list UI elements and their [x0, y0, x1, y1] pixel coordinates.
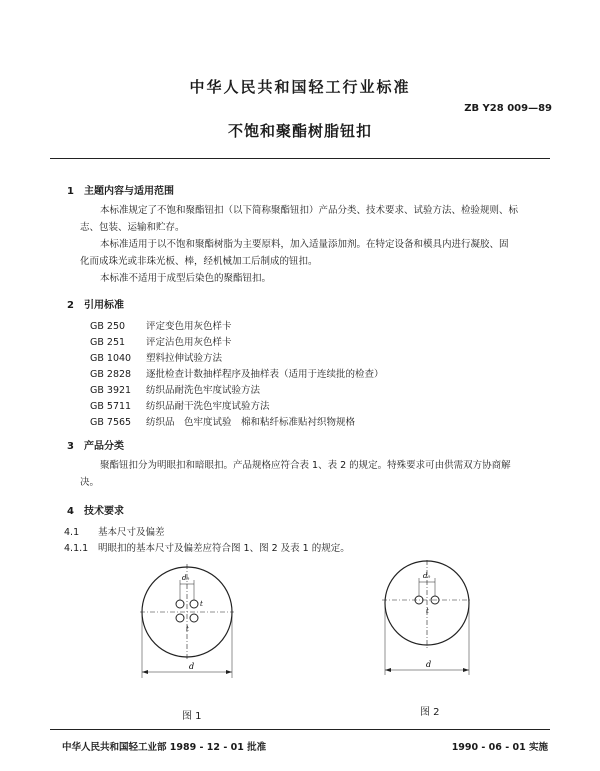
reference-title: 纺织品耐洗色牢度试验方法 — [146, 385, 261, 396]
reference-title: 纺织品 色牢度试验 棉和粘纤标准贴衬织物规格 — [146, 417, 356, 428]
document-title: 不饱和聚酯树脂钮扣 — [227, 122, 372, 140]
label-d: d — [426, 660, 432, 669]
reference-item — [90, 398, 270, 412]
label-t: t — [426, 607, 429, 615]
section-3-heading: 3 产品分类 — [67, 441, 124, 452]
s1-p2-line2: 化而成珠光或非珠光板、棒，经机械加工后制成的钮扣。 — [80, 256, 318, 267]
hole — [176, 600, 184, 608]
section-1-heading: 1 主题内容与适用范围 — [67, 186, 174, 197]
figure-2-drawing — [380, 560, 490, 685]
hole — [176, 614, 184, 622]
section-3-body — [80, 457, 550, 491]
label-t: t — [200, 600, 203, 608]
label-d0: d₀ — [423, 572, 431, 580]
s1-p3: 本标准不适用于成型后染色的聚酯钮扣。 — [100, 273, 272, 284]
s3-line1: 聚酯钮扣分为明眼扣和暗眼扣。产品规格应符合表 1、表 2 的规定。特殊要求可由供需双方协商解 — [100, 460, 511, 471]
reference-title: 评定变色用灰色样卡 — [146, 321, 232, 332]
standard-code: ZB Y28 009—89 — [464, 103, 552, 114]
section-2-heading: 2 引用标准 — [67, 300, 124, 311]
reference-item — [90, 350, 222, 364]
reference-title: 逐批检查计数抽样程序及抽样表（适用于连续批的检查） — [146, 369, 384, 380]
label-t: t — [186, 625, 189, 633]
s1-p2-line1: 本标准适用于以不饱和聚酯树脂为主要原料，加入适量添加剂。在特定设备和模具内进行凝胶、固 — [100, 239, 509, 250]
footer-rule — [50, 729, 550, 730]
reference-code: GB 3921 — [90, 385, 132, 396]
section-1-body — [80, 202, 550, 287]
reference-item — [90, 334, 232, 348]
s1-p1-line1: 本标准规定了不饱和聚酯钮扣（以下简称聚酯钮扣）产品分类、技术要求、试验方法、检验规则、标 — [100, 205, 519, 216]
reference-title: 纺织品耐干洗色牢度试验方法 — [146, 401, 270, 412]
figure-1-caption: 图 1 — [182, 711, 202, 722]
reference-item — [90, 366, 384, 380]
reference-code: GB 251 — [90, 337, 126, 348]
reference-item — [90, 414, 355, 428]
label-d: d — [189, 662, 195, 671]
s1-p1-line2: 志、包装、运输和贮存。 — [80, 222, 185, 233]
implementation-date: 1990 - 06 - 01 实施 — [451, 742, 548, 753]
section-4-heading: 4 技术要求 — [67, 506, 124, 517]
reference-code: GB 1040 — [90, 353, 132, 364]
hole — [190, 614, 198, 622]
reference-code: GB 5711 — [90, 401, 132, 412]
clause-text: 基本尺寸及偏差 — [98, 527, 165, 538]
reference-code: GB 2828 — [90, 369, 132, 380]
reference-item — [90, 318, 232, 332]
clause-4-1 — [64, 524, 165, 538]
figure-1-drawing — [140, 560, 250, 685]
approval-line: 中华人民共和国轻工业部 1989 - 12 - 01 批准 — [62, 742, 267, 753]
standard-institution: 中华人民共和国轻工行业标准 — [189, 78, 411, 96]
reference-code: GB 250 — [90, 321, 126, 332]
label-d0: d₀ — [182, 574, 190, 582]
clause-number: 4.1 — [64, 527, 80, 538]
header-rule — [50, 158, 550, 159]
hole — [190, 600, 198, 608]
figure-2-caption: 图 2 — [420, 707, 440, 718]
reference-title: 塑料拉伸试验方法 — [146, 353, 223, 364]
clause-number: 4.1.1 — [64, 543, 89, 554]
reference-title: 评定沾色用灰色样卡 — [146, 337, 232, 348]
reference-item — [90, 382, 260, 396]
reference-code: GB 7565 — [90, 417, 132, 428]
clause-text: 明眼扣的基本尺寸及偏差应符合图 1、图 2 及表 1 的规定。 — [98, 543, 350, 554]
clause-4-1-1 — [64, 540, 350, 554]
s3-line2: 决。 — [80, 477, 100, 488]
